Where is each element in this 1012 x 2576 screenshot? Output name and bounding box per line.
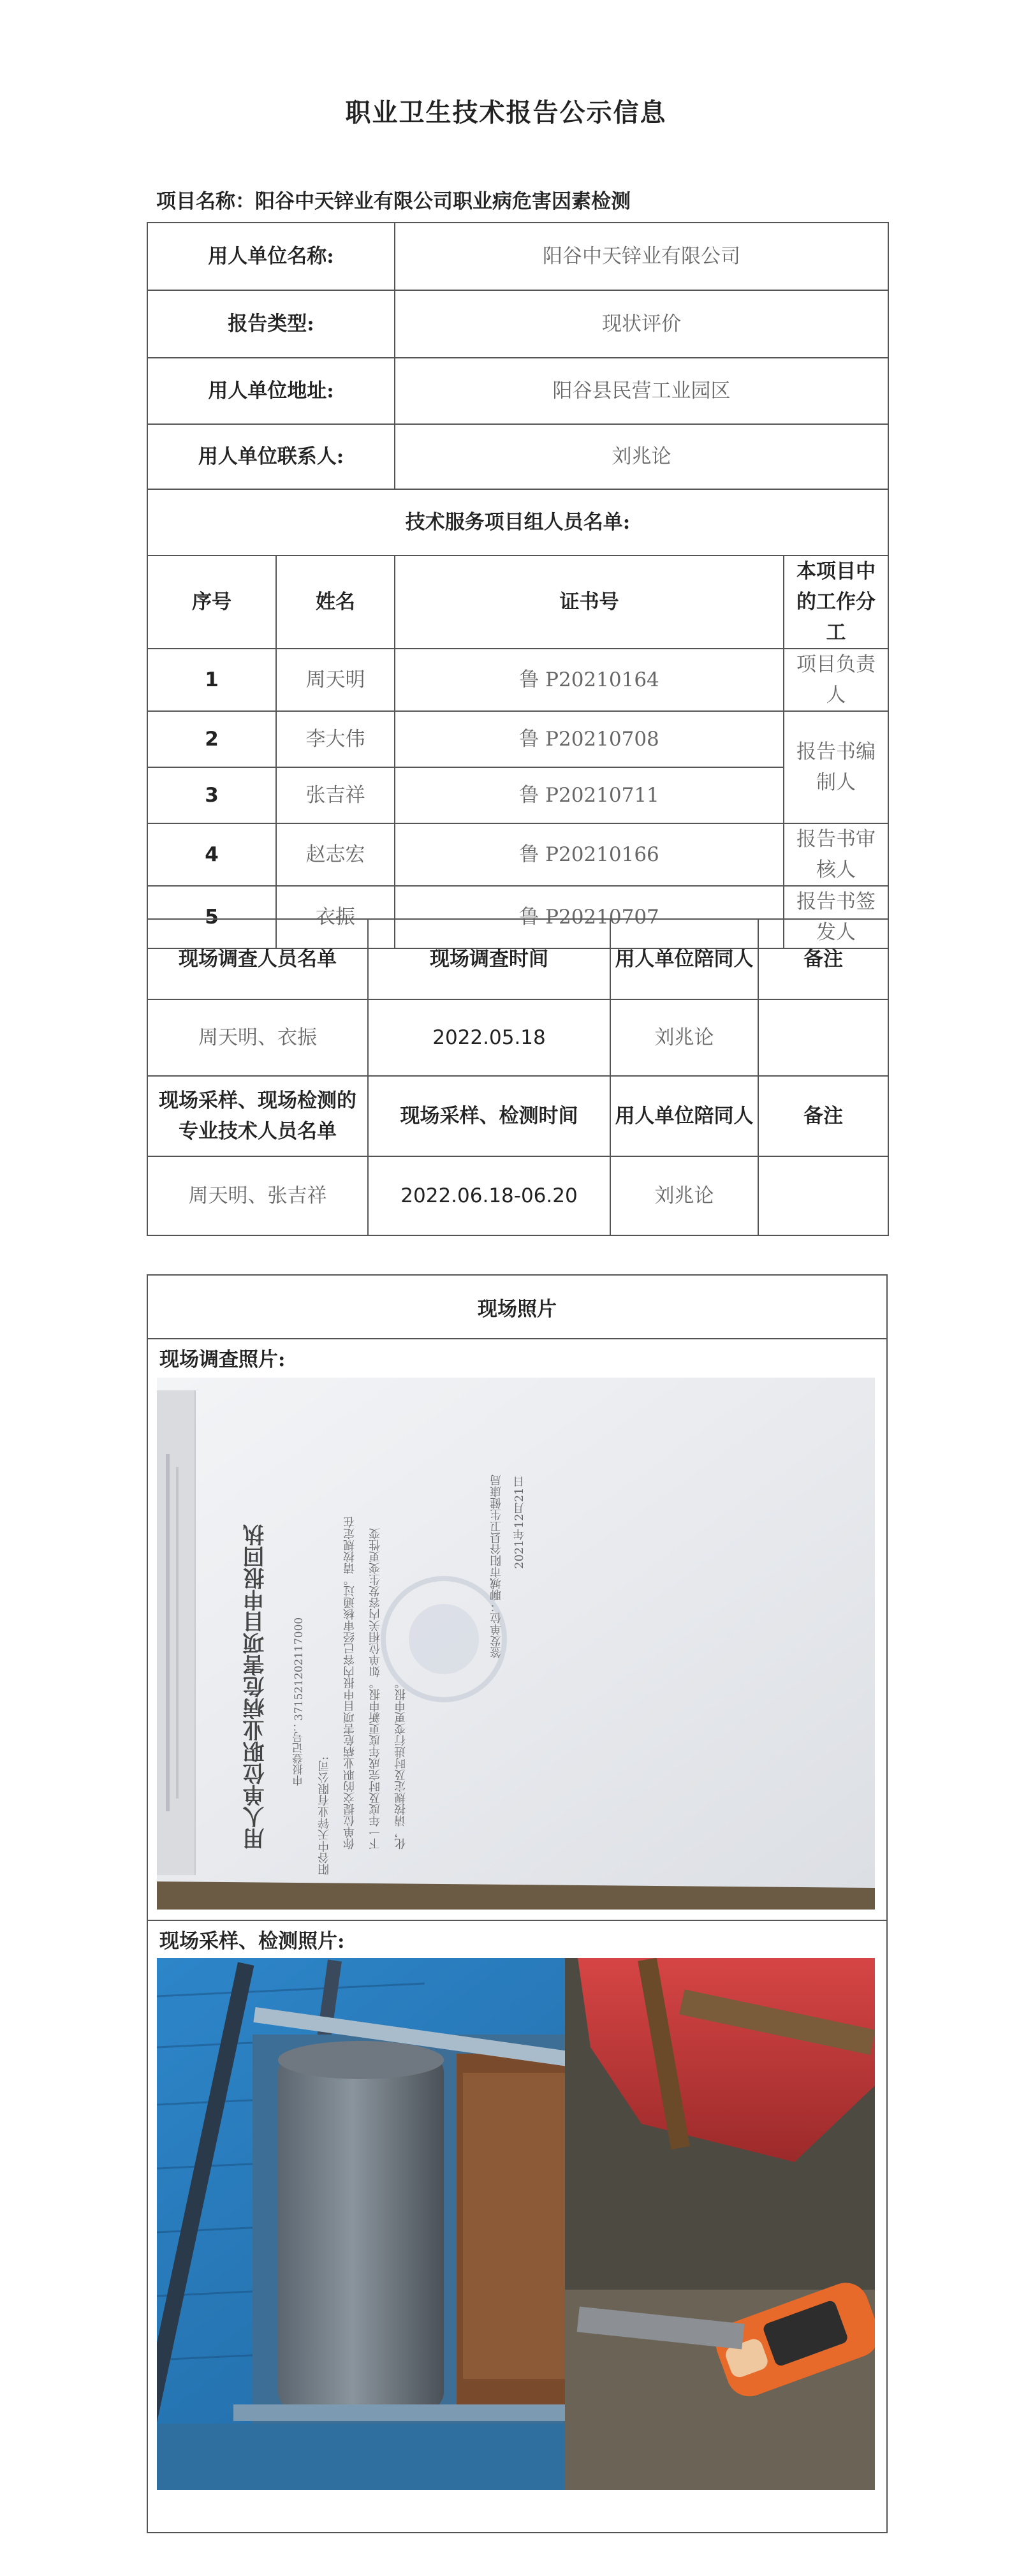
member-name: 李大伟 — [276, 711, 395, 767]
member-role: 报告书审核人 — [784, 823, 888, 886]
survey-note — [758, 999, 888, 1076]
project-line — [156, 185, 631, 214]
table-row — [147, 767, 888, 823]
report-type-label: 报告类型: — [147, 290, 395, 358]
survey-table — [147, 918, 889, 1236]
col-header-cert: 证书号 — [395, 556, 784, 649]
sampling-note — [758, 1156, 888, 1235]
member-name: 周天明 — [276, 649, 395, 711]
member-cert: 鲁 P20210166 — [395, 823, 784, 886]
member-name: 衣振 — [276, 886, 395, 948]
member-no: 1 — [147, 649, 276, 711]
photos-heading: 现场照片 — [148, 1276, 886, 1339]
survey-header-note: 备注 — [758, 919, 888, 999]
member-role: 报告书编制人 — [784, 711, 888, 823]
table-row — [147, 290, 888, 358]
survey-time: 2022.05.18 — [368, 999, 610, 1076]
table-header-row — [147, 556, 888, 649]
photos-section — [147, 1274, 888, 2533]
table-row — [147, 711, 888, 767]
member-no: 2 — [147, 711, 276, 767]
doc-sign-date: 2021年12月21日 — [513, 1476, 526, 1569]
survey-names: 周天明、衣振 — [147, 999, 368, 1076]
sampling-header-time: 现场采样、检测时间 — [368, 1076, 610, 1156]
table-row — [147, 649, 888, 711]
col-header-no: 序号 — [147, 556, 276, 649]
member-cert: 鲁 P20210707 — [395, 886, 784, 948]
sampling-header-names: 现场采样、现场检测的专业技术人员名单 — [147, 1076, 368, 1156]
info-table — [147, 222, 889, 949]
member-cert: 鲁 P20210711 — [395, 767, 784, 823]
doc-sign-unit: 签发单位：聊城市阳谷县卫生健康局 — [490, 1475, 503, 1658]
sampling-machine-image — [157, 1958, 875, 2490]
doc-body-2: 你单位提交的职业病危害项目申报内容已经审核通过。请按规定在 — [343, 1517, 356, 1850]
member-no: 3 — [147, 767, 276, 823]
table-header-row — [147, 919, 888, 999]
contact-value: 刘兆论 — [395, 424, 888, 489]
contact-label: 用人单位联系人: — [147, 424, 395, 489]
member-no: 5 — [147, 886, 276, 948]
table-row — [147, 358, 888, 424]
doc-body-4: 化，请按规定及时进行变更申报。 — [394, 1677, 407, 1850]
team-title: 技术服务项目组人员名单: — [147, 489, 888, 556]
survey-header-names: 现场调查人员名单 — [147, 919, 368, 999]
survey-photo-label: 现场调查照片: — [159, 1348, 286, 1371]
sampling-photo — [157, 1958, 875, 2490]
member-no: 4 — [147, 823, 276, 886]
table-row — [147, 223, 888, 290]
member-cert: 鲁 P20210708 — [395, 711, 784, 767]
table-row — [147, 1156, 888, 1235]
sampling-header-note: 备注 — [758, 1076, 888, 1156]
member-role: 项目负责人 — [784, 649, 888, 711]
member-cert: 鲁 P20210164 — [395, 649, 784, 711]
sampling-names: 周天明、张吉祥 — [147, 1156, 368, 1235]
member-name: 张吉祥 — [276, 767, 395, 823]
unit-address-value: 阳谷县民营工业园区 — [395, 358, 888, 424]
sampling-time: 2022.06.18-06.20 — [368, 1156, 610, 1235]
col-header-name: 姓名 — [276, 556, 395, 649]
survey-photo — [157, 1378, 875, 1910]
table-header-row — [147, 1076, 888, 1156]
sampling-photo-label: 现场采样、检测照片: — [159, 1930, 345, 1953]
unit-name-value: 阳谷中天锌业有限公司 — [395, 223, 888, 290]
unit-name-label: 用人单位名称: — [147, 223, 395, 290]
doc-title: 用人单位职业病危害项目申报回执 — [243, 1524, 268, 1850]
doc-record-no: 申报登记号：371521202117000 — [293, 1617, 305, 1786]
sampling-header-escort: 用人单位陪同人 — [610, 1076, 758, 1156]
col-header-role: 本项目中的工作分工 — [784, 556, 888, 649]
table-row — [147, 489, 888, 556]
table-row — [147, 424, 888, 489]
project-value: 阳谷中天锌业有限公司职业病危害因素检测 — [255, 190, 631, 213]
member-role: 报告书签发人 — [784, 886, 888, 948]
page-title: 职业卫生技术报告公示信息 — [345, 98, 667, 128]
table-row — [147, 999, 888, 1076]
unit-address-label: 用人单位地址: — [147, 358, 395, 424]
report-type-value: 现状评价 — [395, 290, 888, 358]
survey-header-time: 现场调查时间 — [368, 919, 610, 999]
doc-body-3: 下一年度及时完成年度更新申报。如单位相关内容发生变更性变 — [369, 1528, 382, 1850]
table-row — [147, 823, 888, 886]
doc-body-1: 阳谷中天锌业有限公司: — [318, 1756, 331, 1875]
member-name: 赵志宏 — [276, 823, 395, 886]
survey-header-escort: 用人单位陪同人 — [610, 919, 758, 999]
survey-escort: 刘兆论 — [610, 999, 758, 1076]
project-label: 项目名称： — [156, 190, 255, 213]
sampling-escort: 刘兆论 — [610, 1156, 758, 1235]
photo-divider — [148, 1920, 886, 1921]
